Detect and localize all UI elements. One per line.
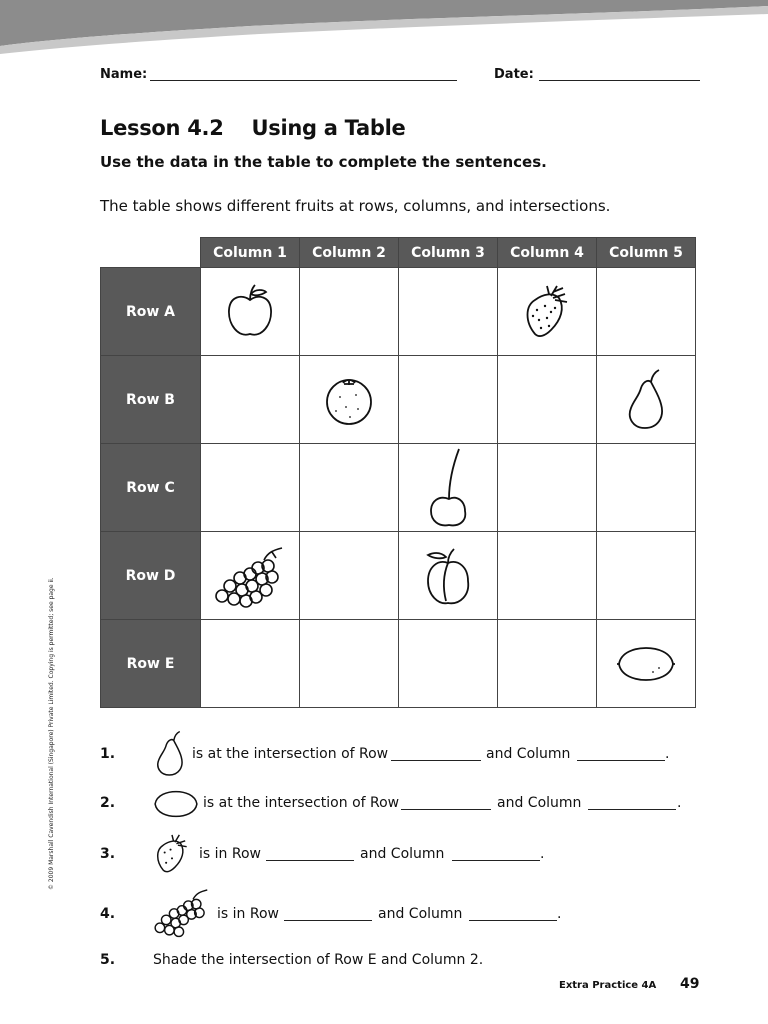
question-4-period: . [557, 906, 562, 922]
question-3-text: is in Row [199, 846, 261, 862]
cell-a5[interactable] [597, 268, 696, 356]
question-2-column-text: and Column [497, 795, 582, 811]
cell-c3[interactable] [399, 444, 498, 532]
table-row-c [101, 444, 696, 532]
question-4-column-text: and Column [378, 906, 463, 922]
question-2-number: 2. [100, 795, 116, 811]
question-4-row-blank[interactable] [284, 920, 372, 921]
cell-a3[interactable] [399, 268, 498, 356]
cell-b3[interactable] [399, 356, 498, 444]
question-2-column-blank[interactable] [588, 809, 676, 810]
cell-b5[interactable] [597, 356, 696, 444]
pear-icon [150, 730, 190, 778]
cell-b2[interactable] [300, 356, 399, 444]
header-banner [0, 0, 768, 60]
question-1-period: . [665, 746, 670, 762]
strawberry-icon [517, 282, 577, 342]
apple-icon [222, 282, 278, 342]
question-5-number: 5. [100, 952, 116, 968]
cell-e1[interactable] [201, 620, 300, 708]
cell-d1[interactable] [201, 532, 300, 620]
question-4-number: 4. [100, 906, 116, 922]
row-header-d: Row D [101, 532, 201, 620]
question-3-number: 3. [100, 846, 116, 862]
question-1-column-text: and Column [486, 746, 571, 762]
grapes-icon [152, 886, 212, 938]
question-4-column-blank[interactable] [469, 920, 557, 921]
cell-d3[interactable] [399, 532, 498, 620]
orange-icon [322, 373, 376, 427]
cell-b1[interactable] [201, 356, 300, 444]
peach-icon [422, 545, 474, 607]
question-1-row-blank[interactable] [391, 760, 481, 761]
row-header-e: Row E [101, 620, 201, 708]
question-3-column-blank[interactable] [452, 860, 540, 861]
column-header-5: Column 5 [597, 238, 696, 268]
cell-b4[interactable] [498, 356, 597, 444]
question-4-text: is in Row [217, 906, 279, 922]
lemon-icon [152, 788, 200, 820]
question-2-text: is at the intersection of Row [203, 795, 400, 811]
description-text: The table shows different fruits at rows, columns, and intersections. [100, 197, 611, 215]
question-3-period: . [540, 846, 545, 862]
cell-c1[interactable] [201, 444, 300, 532]
row-header-b: Row B [101, 356, 201, 444]
page-title: Lesson 4.2 Using a Table [100, 116, 406, 140]
cell-a1[interactable] [201, 268, 300, 356]
cell-e5[interactable] [597, 620, 696, 708]
date-field[interactable] [539, 80, 700, 81]
table-row-e [101, 620, 696, 708]
lemon-icon [615, 644, 677, 684]
column-header-3: Column 3 [399, 238, 498, 268]
column-header-1: Column 1 [201, 238, 300, 268]
cell-e3[interactable] [399, 620, 498, 708]
pear-icon [621, 368, 671, 432]
column-header-2: Column 2 [300, 238, 399, 268]
fruit-table [100, 237, 696, 708]
question-1-number: 1. [100, 746, 116, 762]
name-field[interactable] [150, 80, 457, 81]
page-number: 49 [680, 976, 700, 992]
cell-d2[interactable] [300, 532, 399, 620]
name-label: Name: [100, 67, 148, 82]
row-header-c: Row C [101, 444, 201, 532]
question-3-row-blank[interactable] [266, 860, 354, 861]
grapes-icon [212, 544, 288, 608]
column-header-4: Column 4 [498, 238, 597, 268]
cell-e4[interactable] [498, 620, 597, 708]
question-3-column-text: and Column [360, 846, 445, 862]
table-row-b [101, 356, 696, 444]
cell-c2[interactable] [300, 444, 399, 532]
cell-c5[interactable] [597, 444, 696, 532]
table-row-a [101, 268, 696, 356]
cherry-icon [423, 447, 473, 529]
cell-e2[interactable] [300, 620, 399, 708]
question-1-column-blank[interactable] [577, 760, 665, 761]
strawberry-icon [150, 832, 194, 876]
table-corner [101, 238, 201, 268]
copyright-notice: © 2009 Marshall Cavendish International (Singapore) Private Limited. Copying is permitted; see page ii. [48, 577, 55, 890]
cell-a4[interactable] [498, 268, 597, 356]
cell-d4[interactable] [498, 532, 597, 620]
cell-c4[interactable] [498, 444, 597, 532]
cell-d5[interactable] [597, 532, 696, 620]
instruction-text: Use the data in the table to complete the sentences. [100, 153, 547, 171]
question-2-row-blank[interactable] [401, 809, 491, 810]
cell-a2[interactable] [300, 268, 399, 356]
table-row-d [101, 532, 696, 620]
footer-label: Extra Practice 4A [559, 980, 657, 991]
date-label: Date: [494, 67, 534, 82]
question-2-period: . [677, 795, 682, 811]
question-1-text: is at the intersection of Row [192, 746, 389, 762]
row-header-a: Row A [101, 268, 201, 356]
question-5-text: Shade the intersection of Row E and Column 2. [153, 952, 484, 968]
